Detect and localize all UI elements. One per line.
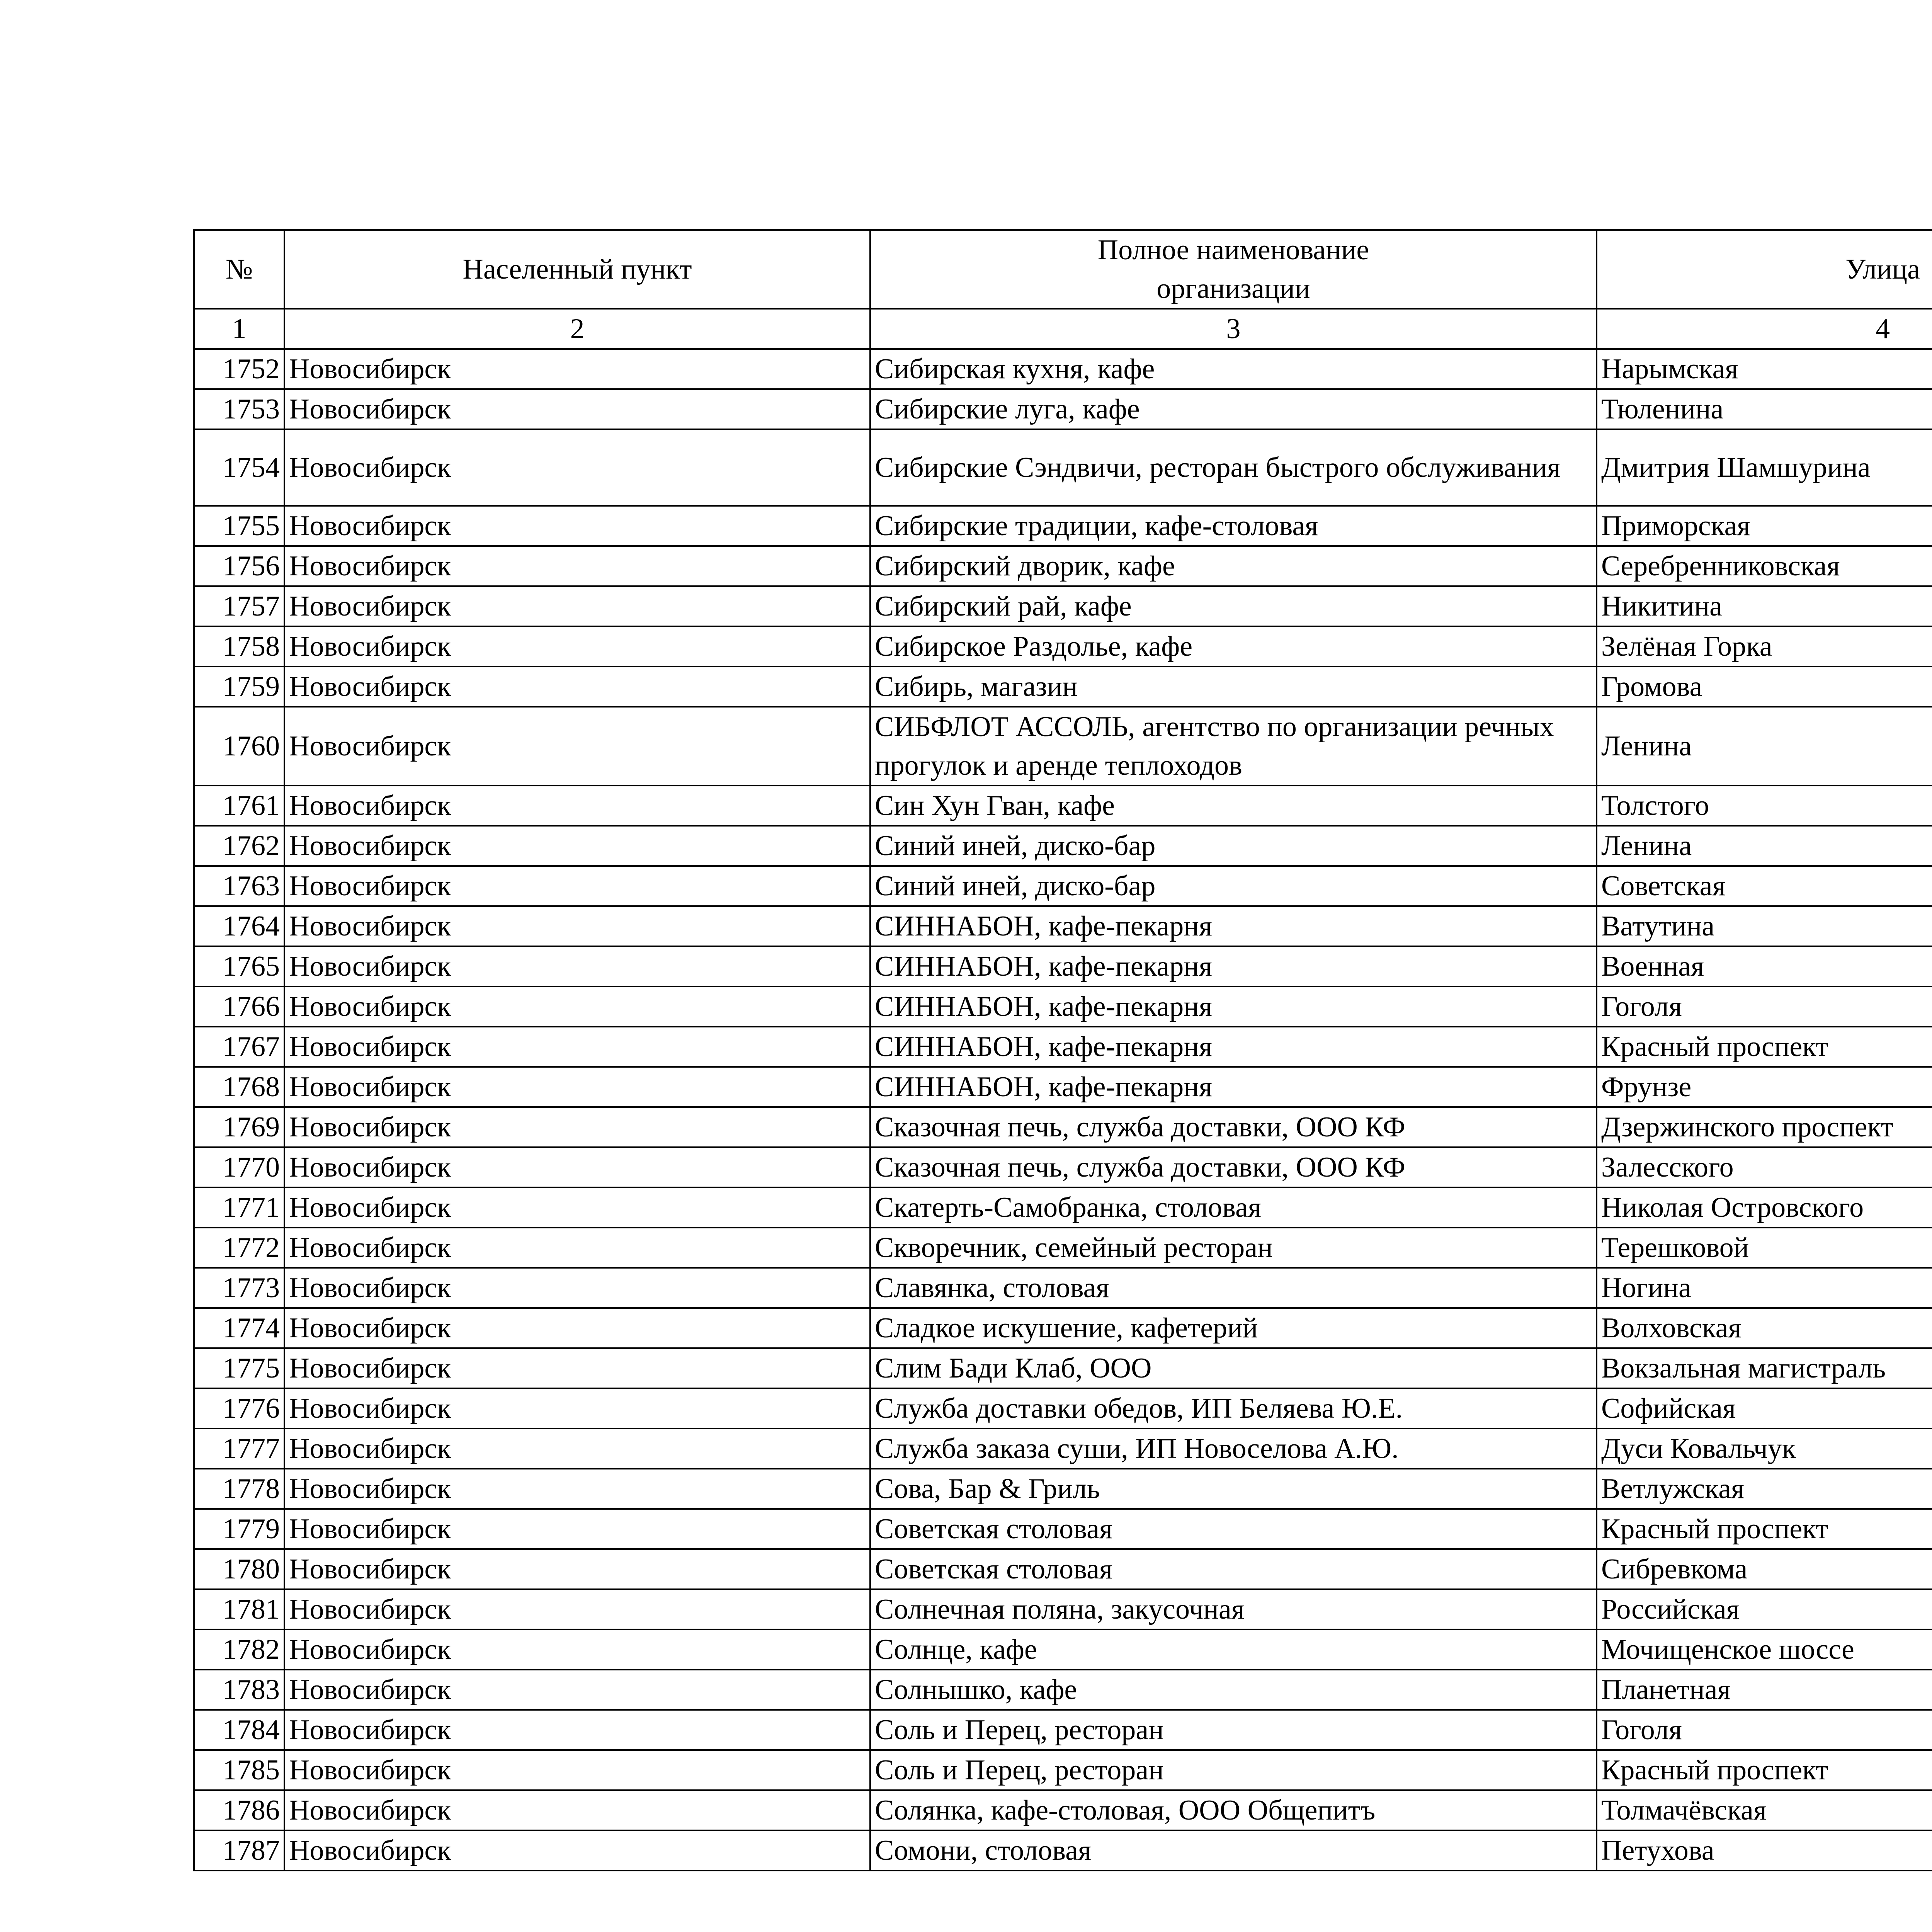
row-street: Сибревкома (1597, 1549, 1932, 1589)
table-row (194, 1067, 1932, 1107)
table-row (194, 626, 1932, 667)
row-number: 1769 (194, 1107, 284, 1147)
row-organization: Солянка, кафе-столовая, ООО Общепитъ (870, 1790, 1597, 1830)
table-row (194, 826, 1932, 866)
row-number: 1767 (194, 1027, 284, 1067)
row-street: Гоголя (1597, 1710, 1932, 1750)
row-street: Дзержинского проспект (1597, 1107, 1932, 1147)
row-organization: Сибирские Сэндвичи, ресторан быстрого обслуживания (870, 429, 1597, 506)
row-city: Новосибирск (284, 1308, 870, 1348)
table-row (194, 1830, 1932, 1871)
row-street: Военная (1597, 946, 1932, 986)
row-number: 1756 (194, 546, 284, 586)
row-organization: Соль и Перец, ресторан (870, 1710, 1597, 1750)
row-organization: Скатерть-Самобранка, столовая (870, 1187, 1597, 1228)
table-row (194, 1429, 1932, 1469)
row-number: 1763 (194, 866, 284, 906)
row-number: 1759 (194, 667, 284, 707)
row-street: Толмачёвская (1597, 1790, 1932, 1830)
row-street: Волховская (1597, 1308, 1932, 1348)
row-street: Ленина (1597, 826, 1932, 866)
column-number: 1 (194, 309, 284, 349)
header-number: № (194, 230, 284, 309)
row-street: Мочищенское шоссе (1597, 1629, 1932, 1670)
table-row (194, 1750, 1932, 1790)
row-street: Софийская (1597, 1388, 1932, 1429)
table-row (194, 1469, 1932, 1509)
table-row (194, 506, 1932, 546)
table-row (194, 1549, 1932, 1589)
table-row (194, 667, 1932, 707)
row-organization: СИННАБОН, кафе-пекарня (870, 946, 1597, 986)
row-organization: Сибирская кухня, кафе (870, 349, 1597, 389)
row-number: 1787 (194, 1830, 284, 1871)
row-street: Петухова (1597, 1830, 1932, 1871)
row-city: Новосибирск (284, 1750, 870, 1790)
table-row (194, 1710, 1932, 1750)
row-city: Новосибирск (284, 1509, 870, 1549)
row-city: Новосибирск (284, 389, 870, 429)
row-number: 1765 (194, 946, 284, 986)
row-number: 1785 (194, 1750, 284, 1790)
table-row (194, 389, 1932, 429)
row-number: 1776 (194, 1388, 284, 1429)
row-city: Новосибирск (284, 1710, 870, 1750)
row-organization: Советская столовая (870, 1509, 1597, 1549)
row-organization: Сибирский рай, кафе (870, 586, 1597, 626)
table-row (194, 429, 1932, 506)
row-organization: Сова, Бар & Гриль (870, 1469, 1597, 1509)
row-number: 1758 (194, 626, 284, 667)
row-number: 1775 (194, 1348, 284, 1388)
row-number: 1781 (194, 1589, 284, 1629)
row-organization: Синий иней, диско-бар (870, 826, 1597, 866)
row-organization: Сибирские луга, кафе (870, 389, 1597, 429)
row-number: 1772 (194, 1228, 284, 1268)
table-row (194, 946, 1932, 986)
table-row (194, 546, 1932, 586)
row-street: Красный проспект (1597, 1027, 1932, 1067)
row-street: Залесского (1597, 1147, 1932, 1187)
row-number: 1773 (194, 1268, 284, 1308)
table-row (194, 1790, 1932, 1830)
row-organization: СИННАБОН, кафе-пекарня (870, 1027, 1597, 1067)
table-row (194, 1348, 1932, 1388)
row-number: 1753 (194, 389, 284, 429)
row-number: 1771 (194, 1187, 284, 1228)
row-number: 1754 (194, 429, 284, 506)
row-number: 1757 (194, 586, 284, 626)
row-number: 1783 (194, 1670, 284, 1710)
row-organization: СИБФЛОТ АССОЛЬ, агентство по организации речных прогулок и аренде теплоходов (870, 707, 1597, 786)
row-organization: Сказочная печь, служба доставки, ООО КФ (870, 1107, 1597, 1147)
row-organization: Сибирское Раздолье, кафе (870, 626, 1597, 667)
row-organization: Служба доставки обедов, ИП Беляева Ю.Е. (870, 1388, 1597, 1429)
header-street: Улица (1597, 230, 1932, 309)
row-city: Новосибирск (284, 546, 870, 586)
row-city: Новосибирск (284, 1790, 870, 1830)
column-number: 4 (1597, 309, 1932, 349)
row-organization: Солнце, кафе (870, 1629, 1597, 1670)
row-city: Новосибирск (284, 1388, 870, 1429)
row-organization: Солнышко, кафе (870, 1670, 1597, 1710)
row-city: Новосибирск (284, 786, 870, 826)
row-organization: Солнечная поляна, закусочная (870, 1589, 1597, 1629)
table-row (194, 1670, 1932, 1710)
row-street: Вокзальная магистраль (1597, 1348, 1932, 1388)
row-city: Новосибирск (284, 707, 870, 786)
row-city: Новосибирск (284, 1147, 870, 1187)
row-city: Новосибирск (284, 986, 870, 1027)
row-organization: Скворечник, семейный ресторан (870, 1228, 1597, 1268)
row-city: Новосибирск (284, 1268, 870, 1308)
row-street: Нарымская (1597, 349, 1932, 389)
row-street: Дуси Ковальчук (1597, 1429, 1932, 1469)
row-organization: СИННАБОН, кафе-пекарня (870, 1067, 1597, 1107)
row-street: Никитина (1597, 586, 1932, 626)
row-organization: СИННАБОН, кафе-пекарня (870, 906, 1597, 946)
row-organization: Советская столовая (870, 1549, 1597, 1589)
row-number: 1761 (194, 786, 284, 826)
row-street: Приморская (1597, 506, 1932, 546)
row-organization: Син Хун Гван, кафе (870, 786, 1597, 826)
row-street: Терешковой (1597, 1228, 1932, 1268)
table-row (194, 1187, 1932, 1228)
row-city: Новосибирск (284, 1830, 870, 1871)
table-row (194, 906, 1932, 946)
row-number: 1755 (194, 506, 284, 546)
table-row (194, 1589, 1932, 1629)
table-row (194, 866, 1932, 906)
row-street: Тюленина (1597, 389, 1932, 429)
table-row (194, 786, 1932, 826)
row-street: Красный проспект (1597, 1509, 1932, 1549)
row-organization: Сибирские традиции, кафе-столовая (870, 506, 1597, 546)
row-city: Новосибирск (284, 826, 870, 866)
row-street: Планетная (1597, 1670, 1932, 1710)
column-numbering-row (194, 309, 1932, 349)
table-row (194, 586, 1932, 626)
row-street: Ленина (1597, 707, 1932, 786)
table-row (194, 1629, 1932, 1670)
table-row (194, 1268, 1932, 1308)
table-row (194, 1107, 1932, 1147)
row-number: 1784 (194, 1710, 284, 1750)
table-header-row (194, 230, 1932, 309)
table-row (194, 1228, 1932, 1268)
row-city: Новосибирск (284, 1469, 870, 1509)
header-organization-line1: Полное наименование (1097, 234, 1369, 266)
row-number: 1777 (194, 1429, 284, 1469)
row-number: 1766 (194, 986, 284, 1027)
row-street: Дмитрия Шамшурина (1597, 429, 1932, 506)
header-organization (870, 230, 1597, 309)
table-row (194, 1147, 1932, 1187)
row-city: Новосибирск (284, 506, 870, 546)
row-city: Новосибирск (284, 946, 870, 986)
row-organization: Сибирь, магазин (870, 667, 1597, 707)
column-number: 3 (870, 309, 1597, 349)
row-organization: Служба заказа суши, ИП Новоселова А.Ю. (870, 1429, 1597, 1469)
row-city: Новосибирск (284, 349, 870, 389)
row-city: Новосибирск (284, 906, 870, 946)
row-number: 1782 (194, 1629, 284, 1670)
row-organization: Синий иней, диско-бар (870, 866, 1597, 906)
row-street: Фрунзе (1597, 1067, 1932, 1107)
row-number: 1779 (194, 1509, 284, 1549)
row-city: Новосибирск (284, 1629, 870, 1670)
row-street: Зелёная Горка (1597, 626, 1932, 667)
row-organization: Сказочная печь, служба доставки, ООО КФ (870, 1147, 1597, 1187)
row-street: Гоголя (1597, 986, 1932, 1027)
row-city: Новосибирск (284, 429, 870, 506)
row-number: 1774 (194, 1308, 284, 1348)
table-row (194, 1388, 1932, 1429)
row-organization: СИННАБОН, кафе-пекарня (870, 986, 1597, 1027)
row-street: Толстого (1597, 786, 1932, 826)
row-street: Ватутина (1597, 906, 1932, 946)
row-organization: Сибирский дворик, кафе (870, 546, 1597, 586)
table-body (194, 349, 1932, 1871)
table-row (194, 707, 1932, 786)
row-number: 1780 (194, 1549, 284, 1589)
row-city: Новосибирск (284, 866, 870, 906)
row-number: 1760 (194, 707, 284, 786)
row-city: Новосибирск (284, 667, 870, 707)
row-number: 1752 (194, 349, 284, 389)
row-number: 1762 (194, 826, 284, 866)
table-row (194, 986, 1932, 1027)
row-number: 1786 (194, 1790, 284, 1830)
row-city: Новосибирск (284, 1348, 870, 1388)
table-row (194, 1509, 1932, 1549)
row-city: Новосибирск (284, 1027, 870, 1067)
row-street: Серебренниковская (1597, 546, 1932, 586)
organizations-table (193, 229, 1932, 1871)
row-street: Ветлужская (1597, 1469, 1932, 1509)
header-city: Населенный пункт (284, 230, 870, 309)
row-street: Ногина (1597, 1268, 1932, 1308)
table-row (194, 1027, 1932, 1067)
row-street: Громова (1597, 667, 1932, 707)
row-organization: Соль и Перец, ресторан (870, 1750, 1597, 1790)
row-street: Российская (1597, 1589, 1932, 1629)
table-row (194, 349, 1932, 389)
row-city: Новосибирск (284, 586, 870, 626)
row-number: 1764 (194, 906, 284, 946)
row-city: Новосибирск (284, 626, 870, 667)
row-organization: Сомони, столовая (870, 1830, 1597, 1871)
row-street: Красный проспект (1597, 1750, 1932, 1790)
row-city: Новосибирск (284, 1429, 870, 1469)
column-number: 2 (284, 309, 870, 349)
row-organization: Сладкое искушение, кафетерий (870, 1308, 1597, 1348)
row-number: 1778 (194, 1469, 284, 1509)
row-street: Советская (1597, 866, 1932, 906)
table-row (194, 1308, 1932, 1348)
row-city: Новосибирск (284, 1187, 870, 1228)
row-organization: Славянка, столовая (870, 1268, 1597, 1308)
row-number: 1770 (194, 1147, 284, 1187)
row-city: Новосибирск (284, 1067, 870, 1107)
row-number: 1768 (194, 1067, 284, 1107)
row-city: Новосибирск (284, 1107, 870, 1147)
row-organization: Слим Бади Клаб, ООО (870, 1348, 1597, 1388)
row-city: Новосибирск (284, 1549, 870, 1589)
row-city: Новосибирск (284, 1670, 870, 1710)
row-street: Николая Островского (1597, 1187, 1932, 1228)
header-organization-line2: организации (1156, 273, 1310, 304)
row-city: Новосибирск (284, 1589, 870, 1629)
row-city: Новосибирск (284, 1228, 870, 1268)
